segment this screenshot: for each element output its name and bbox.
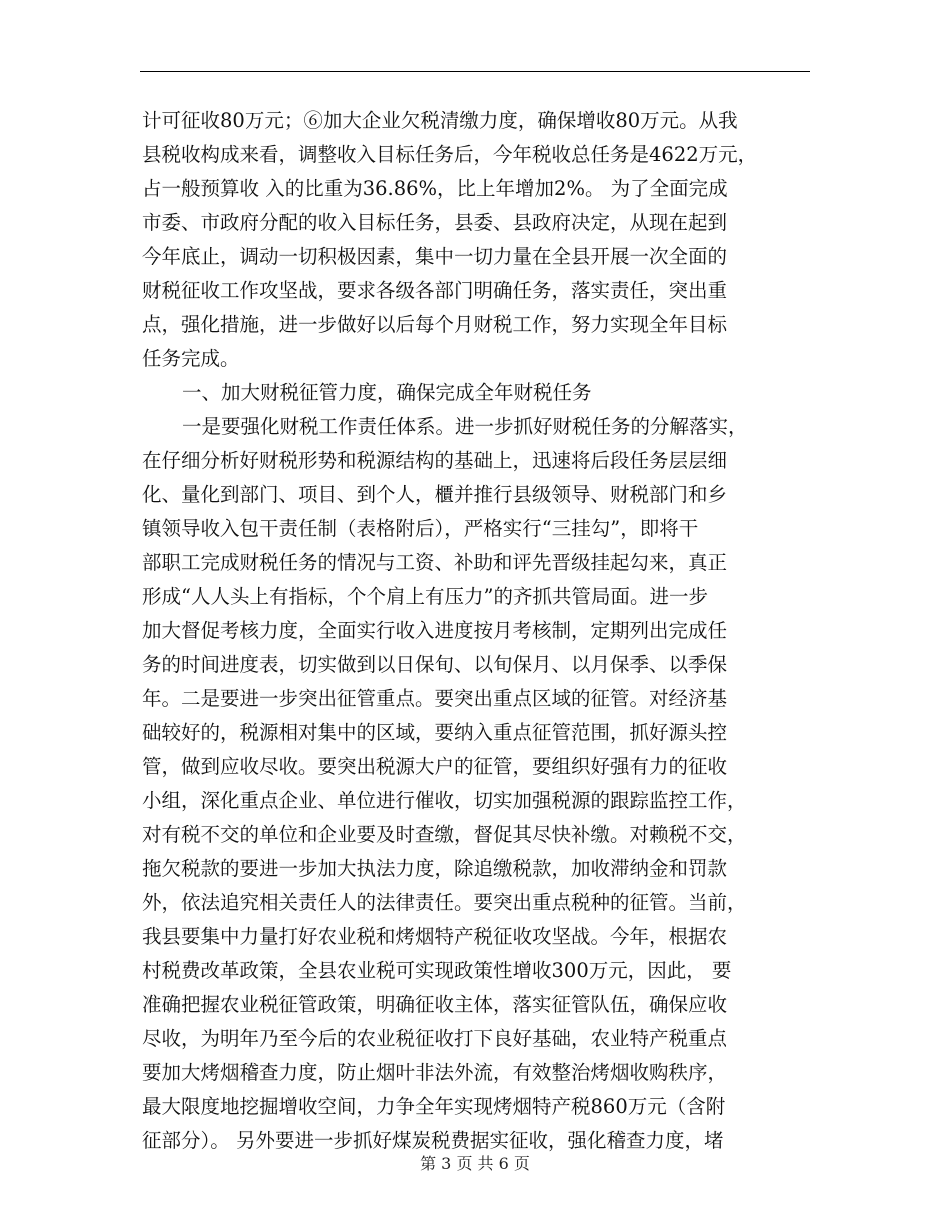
text-line: 占一般预算收 入的比重为36.86%，比上年增加2%。 为了全面完成 — [142, 177, 728, 200]
text-line: 最大限度地挖掘增收空间，力争全年实现烤烟特产税860万元（含附 — [142, 1095, 726, 1118]
header-rule — [140, 71, 810, 72]
text-line: 县税收构成来看，调整收入目标任务后，今年税收总任务是4622万元， — [142, 143, 758, 166]
text-line: 镇领导收入包干责任制（表格附后），严格实行“三挂勾”，即将干 — [142, 517, 699, 540]
text-line: 部职工完成财税任务的情况与工资、补助和评先晋级挂起勾来，真正 — [142, 551, 728, 574]
text-line: 形成“人人头上有指标，个个肩上有压力”的齐抓共管局面。进一步 — [142, 585, 708, 608]
page-number-footer: 第 3 页 共 6 页 — [420, 1154, 530, 1173]
text-line: 化、量化到部门、项目、到个人，櫃并推行县级领导、财税部门和乡 — [142, 483, 728, 506]
text-line: 小组，深化重点企业、单位进行催收，切实加强税源的跟踪监控工作， — [142, 789, 747, 812]
text-line: 财税征收工作攻坚战，要求各级各部门明确任务，落实责任，突出重 — [142, 279, 728, 302]
paragraph-first-line: 一是要强化财税工作责任体系。进一步抓好财税任务的分解落实， — [182, 415, 748, 438]
text-line: 村税费改革政策，全县农业税可实现政策性增收300万元，因此， 要 — [142, 959, 732, 982]
text-line: 务的时间进度表，切实做到以日保旬、以旬保月、以月保季、以季保 — [142, 653, 728, 676]
section-heading: 一、加大财税征管力度，确保完成全年财税任务 — [182, 381, 592, 404]
text-line: 对有税不交的单位和企业要及时查缴，督促其尽快补缴。对赖税不交， — [142, 823, 747, 846]
text-line: 市委、市政府分配的收入目标任务，县委、县政府决定，从现在起到 — [142, 211, 728, 234]
text-line: 外，依法追究相关责任人的法律责任。要突出重点税种的征管。当前， — [142, 891, 747, 914]
text-line: 年。二是要进一步突出征管重点。要突出重点区域的征管。对经济基 — [142, 687, 728, 710]
text-line: 今年底止，调动一切积极因素，集中一切力量在全县开展一次全面的 — [142, 245, 728, 268]
text-line: 我县要集中力量打好农业税和烤烟特产税征收攻坚战。今年，根据农 — [142, 925, 728, 948]
text-line: 点，强化措施，进一步做好以后每个月财税工作，努力实现全年目标 — [142, 313, 728, 336]
text-line: 任务完成。 — [142, 347, 240, 370]
text-line: 征部分）。 另外要进一步抓好煤炭税费据实征收，强化稽查力度，堵 — [142, 1129, 724, 1152]
text-line: 在仔细分析好财税形势和税源结构的基础上，迅速将后段任务层层细 — [142, 449, 728, 472]
text-line: 加大督促考核力度，全面实行收入进度按月考核制，定期列出完成任 — [142, 619, 728, 642]
text-line: 础较好的，税源相对集中的区域，要纳入重点征管范围，抓好源头控 — [142, 721, 728, 744]
text-line: 拖欠税款的要进一步加大执法力度，除追缴税款，加收滞纳金和罚款 — [142, 857, 728, 880]
text-line: 计可征收80万元；⑥加大企业欠税清缴力度，确保增收80万元。从我 — [142, 109, 738, 132]
text-line: 准确把握农业税征管政策，明确征收主体，落实征管队伍，确保应收 — [142, 993, 728, 1016]
document-body — [142, 104, 810, 1158]
text-line: 管，做到应收尽收。要突出税源大户的征管，要组织好强有力的征收 — [142, 755, 728, 778]
text-line: 尽收，为明年乃至今后的农业税征收打下良好基础，农业特产税重点 — [142, 1027, 728, 1050]
text-line: 要加大烤烟稽查力度，防止烟叶非法外流，有效整治烤烟收购秩序， — [142, 1061, 728, 1084]
